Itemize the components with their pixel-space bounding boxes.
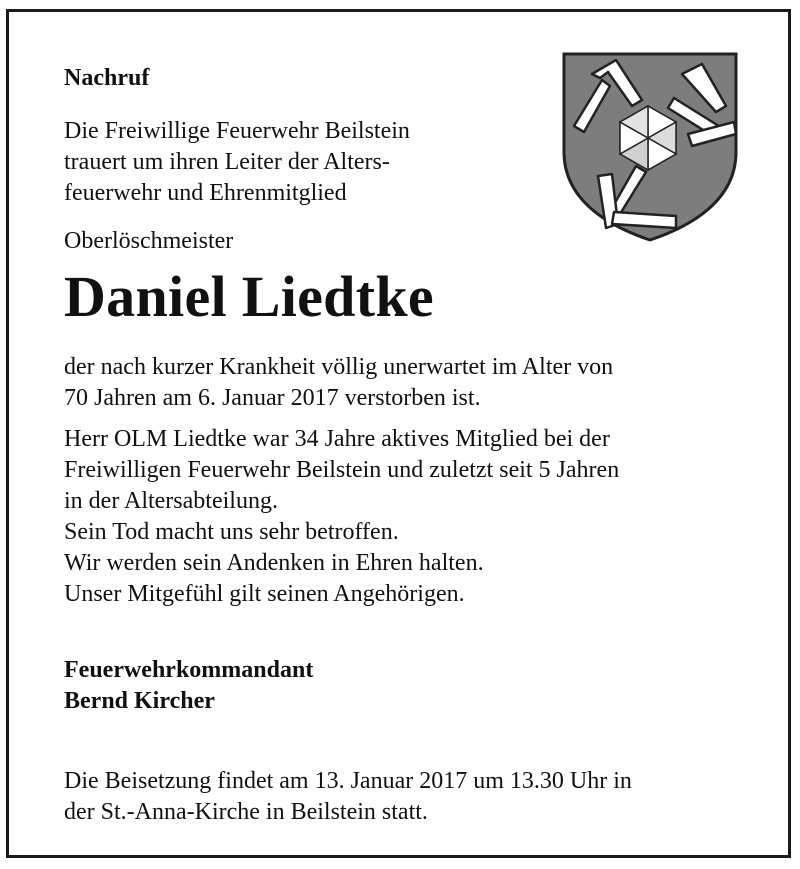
bio-line: Unser Mitgefühl gilt seinen Angehörigen. — [64, 581, 465, 607]
biography-text — [64, 424, 619, 610]
funeral-info — [64, 766, 632, 828]
signature-name: Bernd Kircher — [64, 688, 215, 714]
intro-text — [64, 116, 410, 209]
bio-line: Sein Tod macht uns sehr betroffen. — [64, 519, 399, 545]
deceased-rank: Oberlöschmeister — [64, 228, 234, 254]
details-line: der nach kurzer Krankheit völlig unerwartet im Alter von — [64, 354, 614, 380]
intro-line: Die Freiwillige Feuerwehr Beilstein — [64, 118, 410, 144]
bio-line: Herr OLM Liedtke war 34 Jahre aktives Mitglied bei der — [64, 426, 610, 452]
details-line: 70 Jahren am 6. Januar 2017 verstorben ist. — [64, 385, 481, 411]
funeral-line: Die Beisetzung findet am 13. Januar 2017 um 13.30 Uhr in — [64, 768, 632, 794]
intro-line: trauert um ihren Leiter der Alters- — [64, 149, 390, 175]
signature-block — [64, 655, 313, 717]
intro-line: feuerwehr und Ehrenmitglied — [64, 180, 347, 206]
bio-line: Freiwilligen Feuerwehr Beilstein und zuletzt seit 5 Jahren — [64, 457, 620, 483]
notice-heading: Nachruf — [64, 65, 150, 91]
funeral-line: der St.-Anna-Kirche in Beilstein statt. — [64, 799, 428, 825]
death-details — [64, 352, 613, 414]
deceased-name: Daniel Liedtke — [64, 264, 434, 329]
coat-of-arms-icon — [556, 48, 744, 246]
bio-line: Wir werden sein Andenken in Ehren halten. — [64, 550, 484, 576]
signature-title: Feuerwehrkommandant — [64, 657, 314, 683]
bio-line: in der Altersabteilung. — [64, 488, 278, 514]
